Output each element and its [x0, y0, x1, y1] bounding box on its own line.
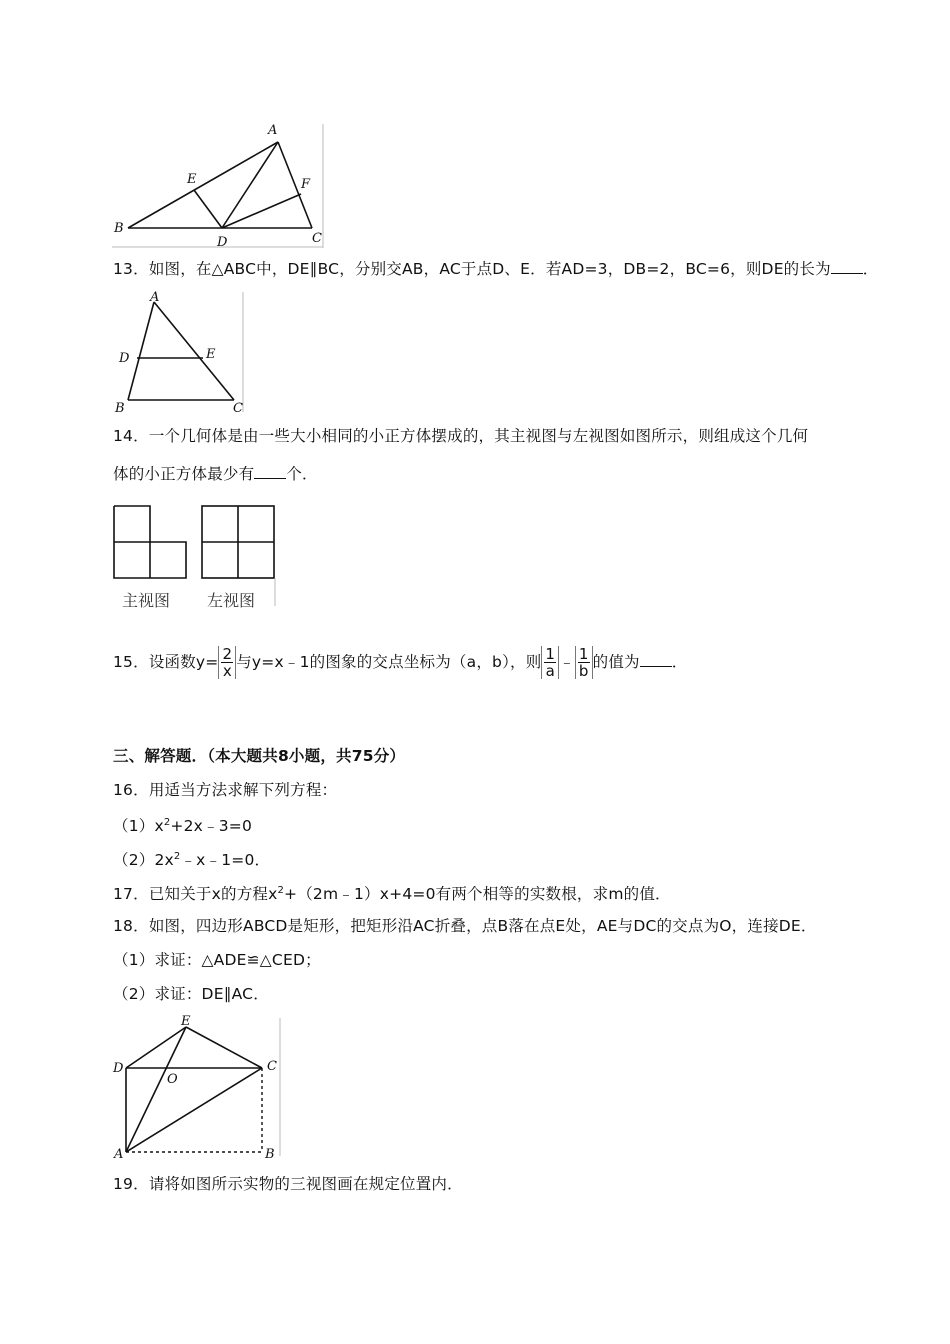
front-view-label: 主视图: [122, 591, 171, 610]
label-A: A: [114, 1147, 124, 1160]
fraction-2-over-x: $\frac{2}{x}$: [218, 646, 236, 679]
q14-line2-post: 个．: [286, 465, 318, 483]
q18-text: 18．如图，四边形ABCD是矩形，把矩形沿AC折叠，点B落在点E处，AE与DC的交点为O，连接DE．: [113, 917, 817, 935]
label-E: E: [181, 1014, 191, 1029]
label-D: D: [119, 351, 130, 366]
label-F: F: [301, 177, 311, 192]
label-A: A: [268, 123, 278, 138]
label-O: O: [167, 1072, 178, 1087]
q13-body: 如图，在△ABC中，DE∥BC，分别交AB，AC于点D、E．若AD=3，DB=2，BC=6，则DE的长为: [148, 260, 831, 278]
left-view-label: 左视图: [207, 591, 256, 610]
q13-text: [113, 259, 879, 279]
q15-pre: 15．设函数y=: [113, 653, 219, 671]
q18-part1: （1）求证：△ADE≌△CED；: [113, 951, 321, 969]
fraction-1-over-a: $\frac{1}{a}$: [541, 646, 559, 679]
q16-part2: $(2)2x^2﹣x﹣1=0$．: [113, 851, 271, 870]
section-3-title: 三、解答题．（本大题共8小题，共75分）: [113, 747, 406, 765]
q13-answer-blank: [831, 259, 863, 274]
q15-minus: ﹣: [559, 653, 575, 671]
q14-line2-pre: 体的小正方体最少有: [113, 465, 255, 483]
q14-line1: 14．一个几何体是由一些大小相同的小正方体摆成的，其主视图与左视图如图所示，则组成这个几何: [113, 427, 809, 445]
q15-tail: ．: [671, 653, 688, 671]
label-C: C: [312, 231, 322, 246]
label-C: C: [267, 1059, 277, 1074]
q15-text: [113, 642, 687, 682]
label-B: B: [115, 401, 125, 416]
q16-text: 16．用适当方法求解下列方程：: [113, 781, 338, 799]
q15-answer-blank: [640, 652, 672, 667]
q13-number: 13．: [113, 260, 149, 278]
fraction-1-over-b: $\frac{1}{b}$: [575, 646, 593, 679]
label-E: E: [187, 172, 197, 187]
label-E: E: [206, 347, 216, 362]
label-D: D: [113, 1061, 124, 1076]
q19-text: 19．请将如图所示实物的三视图画在规定位置内．: [113, 1175, 463, 1193]
figure-triangle-de-parallel: [112, 290, 252, 416]
q15-mid: 与y=x﹣1的图象的交点坐标为（a，b），则: [236, 653, 542, 671]
q15-post: 的值为: [592, 653, 640, 671]
label-C: C: [233, 401, 243, 416]
q17-text: 17．已知关于x的方程$x^2+(2m﹣1)x+4=0$有两个相等的实数根，求m的值．: [113, 885, 671, 904]
label-A: A: [150, 290, 160, 305]
q16-part1: $(1)x^2+2x﹣3=0$: [113, 817, 253, 836]
q18-part2: （2）求证：DE∥AC．: [113, 985, 269, 1003]
q14-line2: [113, 464, 318, 484]
figure-folded-rectangle: [112, 1014, 284, 1160]
label-D: D: [217, 235, 228, 250]
label-B: B: [265, 1147, 275, 1160]
figure-triangle-def: [112, 120, 327, 252]
q13-tail: ．: [862, 260, 879, 278]
q14-answer-blank: [254, 464, 286, 479]
label-B: B: [114, 221, 124, 236]
